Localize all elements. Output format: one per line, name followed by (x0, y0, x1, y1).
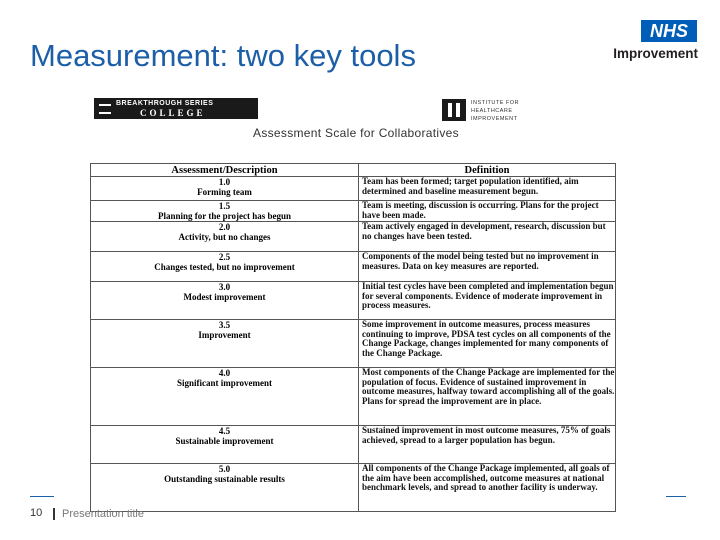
score: 2.0 (218, 222, 231, 232)
definition-cell: Most components of the Change Package are implemented for the population of focus. Evidence of sustained improvement in outcome measures, halfway toward accomplishing all of the goals. Plans for spread the improvement are in place. (359, 368, 616, 426)
definition-cell: Sustained improvement in most outcome measures, 75% of goals achieved, spread to a larger population has begun. (359, 426, 616, 464)
score: 1.0 (218, 177, 231, 187)
footer-rule-right (666, 496, 686, 497)
score: 1.5 (218, 201, 231, 211)
score: 5.0 (218, 464, 231, 474)
score: 2.5 (218, 252, 231, 262)
table-row (91, 201, 616, 222)
assessment-cell (91, 282, 359, 320)
assessment-cell (91, 177, 359, 201)
table-row (91, 282, 616, 320)
level: Changes tested, but no improvement (154, 262, 295, 272)
assessment-cell (91, 252, 359, 282)
score: 4.5 (218, 426, 231, 436)
table-row (91, 426, 616, 464)
footer-presentation-title: Presentation title (62, 508, 144, 520)
definition-cell: Initial test cycles have been completed and implementation begun for several components. Evidence of moderate improvement in process measures. (359, 282, 616, 320)
assessment-cell (91, 368, 359, 426)
column-header-assessment: Assessment/Description (91, 164, 359, 177)
breakthrough-series-banner (94, 98, 258, 119)
column-header-definition: Definition (359, 164, 616, 177)
assessment-cell (91, 201, 359, 222)
level: Sustainable improvement (175, 436, 274, 446)
nhs-logo: NHS (641, 20, 697, 42)
level: Forming team (197, 187, 252, 197)
assessment-cell (91, 320, 359, 368)
college-pillars-icon (99, 104, 111, 114)
definition-cell: All components of the Change Package implemented, all goals of the aim have been accomplished, outcome measures at national benchmark levels, and spread to another facility is underway. (359, 464, 616, 512)
table-row (91, 368, 616, 426)
definition-cell: Team has been formed; target population identified, aim determined and baseline measurement begun. (359, 177, 616, 201)
banner-line2: COLLEGE (140, 108, 206, 118)
definition-cell: Some improvement in outcome measures, process measures continuing to improve, PDSA test cycles on all components of the Change Package, changes implemented for many components of the Change Package. (359, 320, 616, 368)
level: Activity, but no changes (178, 232, 271, 242)
banner-line1: BREAKTHROUGH SERIES (116, 100, 214, 107)
score: 3.0 (218, 282, 231, 292)
assessment-cell (91, 222, 359, 252)
footer-divider (53, 508, 55, 520)
ihi-logo-icon (442, 99, 466, 121)
footer-rule-left (30, 496, 54, 497)
definition-cell: Team is meeting, discussion is occurring. Plans for the project have been made. (359, 201, 616, 222)
table-row (91, 320, 616, 368)
assessment-scale-image (86, 95, 626, 493)
table-row (91, 222, 616, 252)
assessment-cell (91, 426, 359, 464)
definition-cell: Team actively engaged in development, research, discussion but no changes have been tested. (359, 222, 616, 252)
score: 4.0 (218, 368, 231, 378)
level: Outstanding sustainable results (164, 474, 285, 484)
level: Modest improvement (183, 292, 266, 302)
assessment-table (90, 163, 616, 512)
table-row (91, 177, 616, 201)
document-heading: Assessment Scale for Collaboratives (253, 126, 459, 140)
table-row (91, 252, 616, 282)
level: Improvement (198, 330, 251, 340)
page-number: 10 (30, 507, 43, 519)
improvement-logo-text: Improvement (613, 46, 698, 61)
table-row (91, 464, 616, 512)
page-title: Measurement: two key tools (30, 38, 416, 73)
score: 3.5 (218, 320, 231, 330)
definition-cell: Components of the model being tested but no improvement in measures. Data on key measures are reported. (359, 252, 616, 282)
level: Planning for the project has begun (158, 211, 291, 221)
assessment-cell (91, 464, 359, 512)
partner-text: INSTITUTE FOR HEALTHCARE IMPROVEMENT (471, 100, 520, 122)
level: Significant improvement (176, 378, 273, 388)
